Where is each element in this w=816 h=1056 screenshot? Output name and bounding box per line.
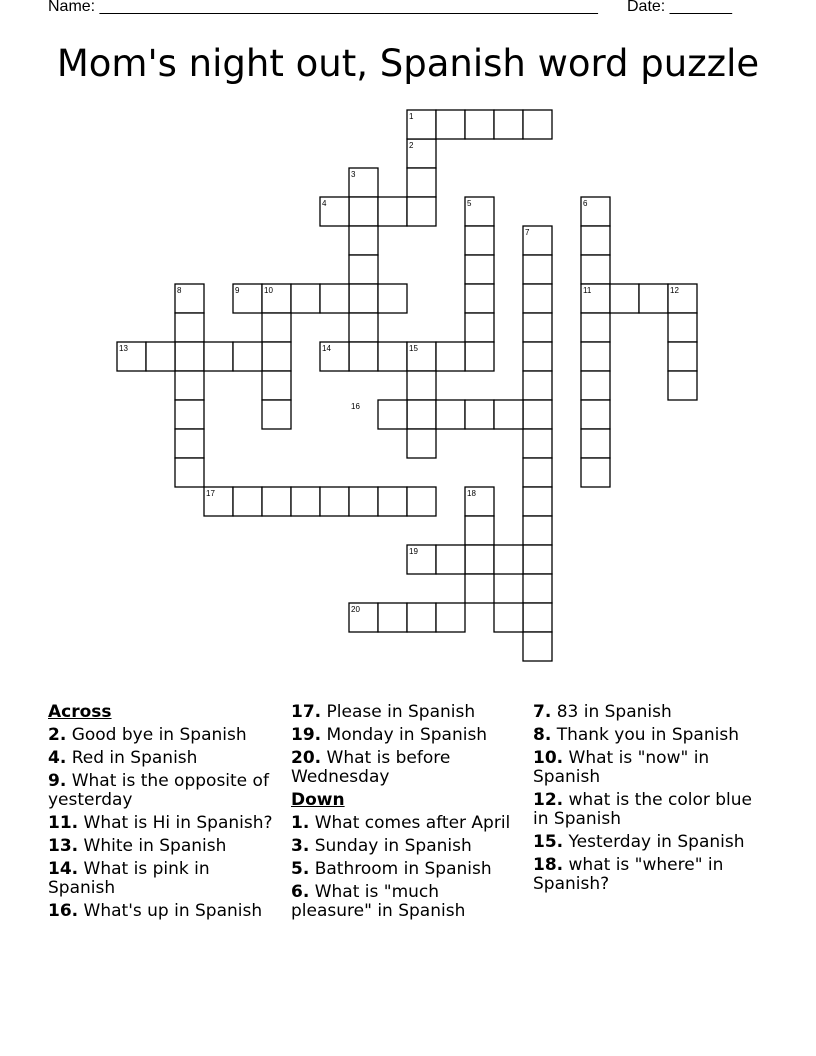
clue-text: What is Hi in Spanish? — [78, 813, 273, 833]
grid-cell[interactable] — [117, 342, 146, 371]
clue-number: 13. — [48, 836, 79, 856]
clue-text: Monday in Spanish — [321, 725, 488, 745]
grid-cell[interactable] — [494, 110, 523, 139]
grid-cell[interactable] — [407, 197, 436, 226]
grid-cell[interactable] — [581, 429, 610, 458]
clue-text: What is before Wednesday — [291, 748, 451, 787]
clue-item — [291, 749, 523, 787]
clue-number: 1. — [291, 813, 310, 833]
clue-item — [533, 856, 765, 894]
grid-cell[interactable] — [378, 342, 407, 371]
clue-item — [291, 726, 523, 745]
clue-text: Yesterday in Spanish — [563, 832, 745, 852]
clue-text: What is the opposite of yesterday — [48, 771, 269, 810]
clue-number: 19. — [291, 725, 322, 745]
grid-cell[interactable] — [465, 197, 494, 226]
clue-text: what is the color blue in Spanish — [533, 790, 752, 829]
clue-item — [48, 902, 280, 921]
clue-number: 6. — [291, 882, 310, 902]
clue-number: 2. — [48, 725, 67, 745]
grid-cell[interactable] — [378, 603, 407, 632]
grid-cell[interactable] — [407, 342, 436, 371]
clue-number-label: 13 — [119, 344, 128, 353]
grid-cell[interactable] — [523, 429, 552, 458]
grid-cell[interactable] — [465, 255, 494, 284]
grid-cell[interactable] — [349, 603, 378, 632]
grid-cell[interactable] — [349, 487, 378, 516]
clue-number-label: 12 — [670, 286, 679, 295]
clues-column-2 — [291, 703, 523, 925]
clue-number-label: 8 — [177, 286, 182, 295]
grid-cell[interactable] — [320, 487, 349, 516]
grid-cell[interactable] — [378, 487, 407, 516]
clue-item — [533, 726, 765, 745]
grid-cell[interactable] — [407, 110, 436, 139]
grid-cell[interactable] — [523, 574, 552, 603]
grid-cell[interactable] — [146, 342, 175, 371]
grid-cell[interactable] — [407, 603, 436, 632]
clue-number-label: 18 — [467, 489, 476, 498]
grid-cell[interactable] — [523, 371, 552, 400]
clue-number-label: 10 — [264, 286, 273, 295]
clue-text: What is "much pleasure" in Spanish — [291, 882, 466, 921]
clue-number-label: 7 — [525, 228, 530, 237]
grid-cell[interactable] — [349, 197, 378, 226]
clue-item — [48, 837, 280, 856]
down-heading: Down — [291, 790, 345, 810]
clue-number: 7. — [533, 702, 552, 722]
grid-cell[interactable] — [436, 110, 465, 139]
grid-cell[interactable] — [581, 400, 610, 429]
name-line: Name: ________________________________________________________ — [48, 0, 598, 15]
clue-item — [48, 860, 280, 898]
grid-cell[interactable] — [523, 226, 552, 255]
grid-cell[interactable] — [349, 342, 378, 371]
grid-cell[interactable] — [407, 545, 436, 574]
grid-cell[interactable] — [320, 284, 349, 313]
clue-text: Good bye in Spanish — [66, 725, 247, 745]
clue-number: 5. — [291, 859, 310, 879]
clue-text: What's up in Spanish — [78, 901, 263, 921]
grid-cell[interactable] — [436, 400, 465, 429]
grid-cell[interactable] — [175, 284, 204, 313]
puzzle-title: Mom's night out, Spanish word puzzle — [56, 42, 760, 85]
grid-cell[interactable] — [523, 603, 552, 632]
grid-cell[interactable] — [523, 487, 552, 516]
clue-number: 18. — [533, 855, 564, 875]
grid-cell[interactable] — [465, 400, 494, 429]
across-heading: Across — [48, 702, 112, 722]
clue-number: 15. — [533, 832, 564, 852]
grid-cell[interactable] — [175, 342, 204, 371]
grid-cell[interactable] — [581, 197, 610, 226]
grid-cell[interactable] — [233, 342, 262, 371]
grid-cell[interactable] — [407, 168, 436, 197]
clue-text: What is pink in Spanish — [48, 859, 210, 898]
grid-cell[interactable] — [262, 284, 291, 313]
date-line: Date: _______ — [627, 0, 732, 15]
grid-cell[interactable] — [175, 400, 204, 429]
clue-text: Bathroom in Spanish — [309, 859, 492, 879]
down-clue-list — [291, 814, 523, 921]
clue-item — [291, 814, 523, 833]
grid-cell[interactable] — [407, 429, 436, 458]
clue-number-label: 2 — [409, 141, 414, 150]
grid-cell[interactable] — [175, 371, 204, 400]
grid-cell[interactable] — [668, 342, 697, 371]
clue-text: what is "where" in Spanish? — [533, 855, 724, 894]
clue-text: Red in Spanish — [66, 748, 198, 768]
clue-text: What is "now" in Spanish — [533, 748, 710, 787]
clue-item — [48, 814, 280, 833]
grid-cell[interactable] — [523, 284, 552, 313]
grid-cell[interactable] — [349, 284, 378, 313]
grid-cell[interactable] — [320, 342, 349, 371]
clue-text: Thank you in Spanish — [551, 725, 739, 745]
grid-cell[interactable] — [523, 632, 552, 661]
clue-number: 20. — [291, 748, 322, 768]
down-clue-list-continued — [533, 703, 765, 894]
clue-item — [48, 749, 280, 768]
clue-number-label: 15 — [409, 344, 418, 353]
grid-cell[interactable] — [581, 342, 610, 371]
clue-item — [48, 726, 280, 745]
grid-cell[interactable] — [465, 313, 494, 342]
clue-item — [291, 860, 523, 879]
grid-cell[interactable] — [349, 313, 378, 342]
clue-number: 4. — [48, 748, 67, 768]
grid-cell[interactable] — [465, 574, 494, 603]
clue-number-label: 14 — [322, 344, 331, 353]
grid-cell[interactable] — [581, 313, 610, 342]
grid-cell[interactable] — [523, 110, 552, 139]
grid-cell[interactable] — [349, 255, 378, 284]
clue-text: What comes after April — [309, 813, 511, 833]
grid-cell[interactable] — [407, 400, 436, 429]
clue-item — [533, 833, 765, 852]
grid-cell[interactable] — [436, 603, 465, 632]
grid-cell[interactable] — [378, 284, 407, 313]
grid-cell[interactable] — [581, 458, 610, 487]
grid-cell[interactable] — [465, 342, 494, 371]
grid-cell[interactable] — [581, 284, 610, 313]
grid-cell[interactable] — [407, 371, 436, 400]
clue-item — [48, 772, 280, 810]
grid-cell[interactable] — [320, 197, 349, 226]
clue-item — [291, 837, 523, 856]
grid-cell[interactable] — [262, 313, 291, 342]
clue-number-label: 1 — [409, 112, 414, 121]
grid-cell[interactable] — [204, 342, 233, 371]
clues-column-3 — [533, 703, 765, 898]
grid-cell[interactable] — [233, 487, 262, 516]
clue-number-label: 17 — [206, 489, 215, 498]
grid-cell[interactable] — [523, 458, 552, 487]
grid-cell[interactable] — [378, 197, 407, 226]
across-clue-list-continued — [291, 703, 523, 787]
clue-number-label: 5 — [467, 199, 472, 208]
grid-cell[interactable] — [639, 284, 668, 313]
grid-cell[interactable] — [204, 487, 233, 516]
clue-number: 16. — [48, 901, 79, 921]
grid-cell[interactable] — [465, 226, 494, 255]
grid-cell[interactable] — [233, 284, 262, 313]
grid-cell[interactable] — [175, 429, 204, 458]
clue-number-label: 9 — [235, 286, 240, 295]
clue-number: 3. — [291, 836, 310, 856]
clue-number: 17. — [291, 702, 322, 722]
clue-text: 83 in Spanish — [551, 702, 672, 722]
grid-cell[interactable] — [523, 545, 552, 574]
grid-cell[interactable] — [291, 284, 320, 313]
clues-column-1 — [48, 703, 280, 925]
grid-cell[interactable] — [668, 284, 697, 313]
grid-cell[interactable] — [494, 603, 523, 632]
clue-item — [533, 703, 765, 722]
clue-item — [533, 749, 765, 787]
grid-cell[interactable] — [465, 545, 494, 574]
grid-cell[interactable] — [523, 255, 552, 284]
grid-cell[interactable] — [349, 226, 378, 255]
grid-cell[interactable] — [494, 400, 523, 429]
grid-cell[interactable] — [407, 487, 436, 516]
clue-number: 11. — [48, 813, 79, 833]
clue-number-label: 6 — [583, 199, 588, 208]
grid-cell[interactable] — [523, 342, 552, 371]
clue-number: 9. — [48, 771, 67, 791]
clue-text: Sunday in Spanish — [309, 836, 472, 856]
clue-item — [533, 791, 765, 829]
grid-cell[interactable] — [581, 371, 610, 400]
grid-cell[interactable] — [378, 400, 407, 429]
clue-number: 8. — [533, 725, 552, 745]
grid-cell[interactable] — [465, 284, 494, 313]
clue-number-label: 11 — [583, 286, 592, 295]
grid-cell[interactable] — [668, 371, 697, 400]
grid-cell[interactable] — [465, 110, 494, 139]
grid-cell[interactable] — [262, 400, 291, 429]
grid-cell[interactable] — [175, 458, 204, 487]
grid-cell[interactable] — [581, 255, 610, 284]
grid-cell[interactable] — [523, 400, 552, 429]
grid-cell[interactable] — [494, 545, 523, 574]
grid-cell[interactable] — [262, 342, 291, 371]
grid-cell[interactable] — [523, 313, 552, 342]
clue-item — [291, 883, 523, 921]
grid-cell[interactable] — [349, 168, 378, 197]
clue-number-label: 16 — [351, 402, 360, 411]
grid-cell[interactable] — [610, 284, 639, 313]
grid-cell[interactable] — [262, 487, 291, 516]
across-clue-list — [48, 726, 280, 921]
grid-cell[interactable] — [407, 139, 436, 168]
clue-text: White in Spanish — [78, 836, 227, 856]
clue-number: 12. — [533, 790, 564, 810]
clue-text: Please in Spanish — [321, 702, 476, 722]
grid-cell[interactable] — [668, 313, 697, 342]
grid-cell[interactable] — [436, 342, 465, 371]
grid-cell[interactable] — [291, 487, 320, 516]
clue-number-label: 3 — [351, 170, 356, 179]
clue-number-label: 4 — [322, 199, 327, 208]
grid-cell[interactable] — [581, 226, 610, 255]
grid-cell[interactable] — [436, 545, 465, 574]
clue-number-label: 19 — [409, 547, 418, 556]
grid-cell[interactable] — [523, 516, 552, 545]
grid-cell[interactable] — [262, 371, 291, 400]
clue-number: 14. — [48, 859, 79, 879]
clue-item — [291, 703, 523, 722]
clue-number: 10. — [533, 748, 564, 768]
clue-number-label: 20 — [351, 605, 360, 614]
grid-cell[interactable] — [465, 487, 494, 516]
grid-cell[interactable] — [465, 516, 494, 545]
grid-cell[interactable] — [175, 313, 204, 342]
